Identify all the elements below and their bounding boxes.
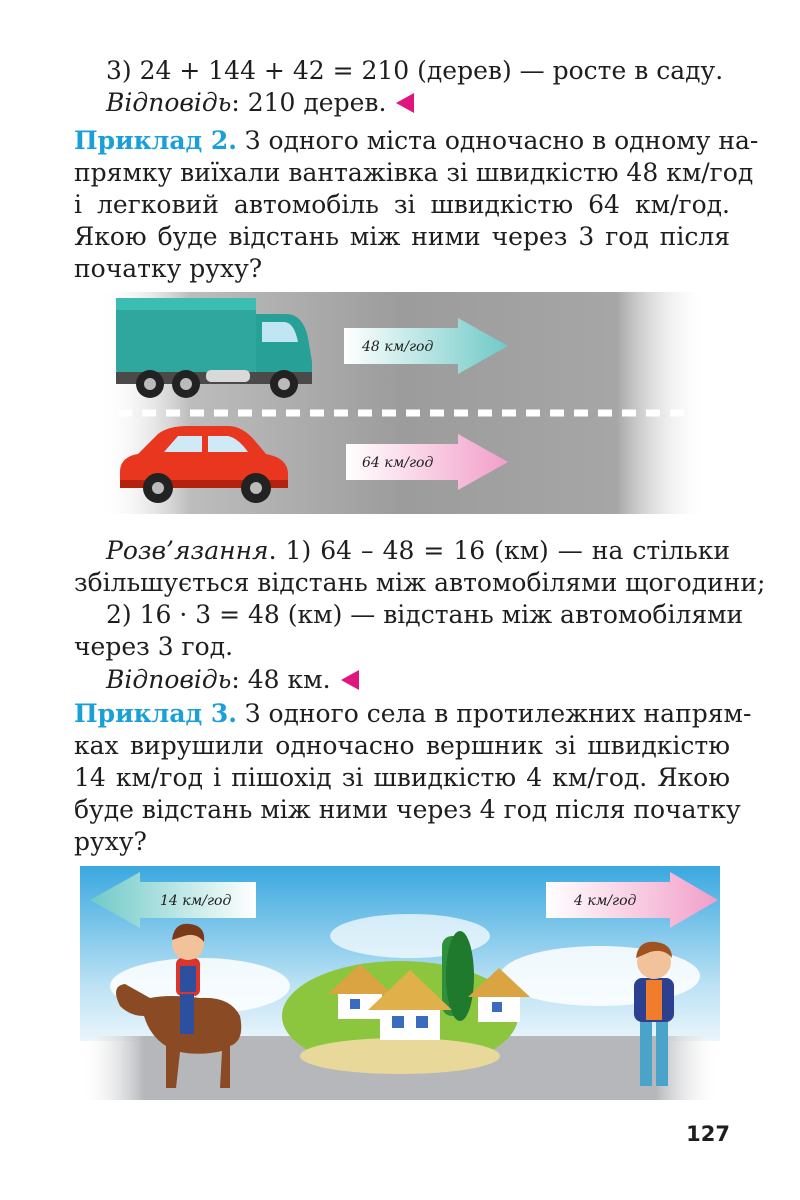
example-2-line-4: Якою буде відстань між ними через 3 год після	[74, 222, 730, 251]
road-vehicles-illustration	[98, 292, 708, 514]
rider-speed-label: 14 км/год	[160, 893, 232, 909]
example-2-line-2: прямку виїхали вантажівка зі швидкістю 48 км/год	[74, 158, 754, 187]
example-3-line-3: 14 км/год і пішохід зі швидкістю 4 км/год. Якою	[74, 763, 730, 792]
solution-line-4: через 3 год.	[74, 632, 234, 661]
solution-line-2: збільшується відстань між автомобілями щогодини;	[74, 568, 766, 597]
walker-speed-label: 4 км/год	[574, 893, 637, 909]
example-3-line-4: буде відстань між ними через 4 год після початку	[74, 795, 741, 824]
example-3-line-1: Приклад 3. З одного села в протилежних напрям-	[74, 699, 752, 728]
example-2-heading: Приклад 2.	[74, 126, 237, 155]
page-number: 127	[686, 1122, 730, 1146]
end-marker-icon	[396, 93, 414, 113]
answer-1: Відповідь: 210 дерев.	[106, 86, 730, 120]
truck-speed-label: 48 км/год	[362, 339, 434, 355]
village-travelers-illustration	[80, 866, 720, 1100]
solution-line-1: Розв’язання. 1) 64 – 48 = 16 (км) — на стільки	[106, 536, 730, 565]
solution-step-3: 3) 24 + 144 + 42 = 210 (дерев) — росте в саду.	[106, 56, 724, 85]
end-marker-icon	[341, 670, 359, 690]
example-3-line-5: руху?	[74, 827, 147, 856]
example-2-line-1: Приклад 2. З одного міста одночасно в одному на-	[74, 126, 759, 155]
answer-2: Відповідь: 48 км.	[106, 663, 730, 697]
solution-line-3: 2) 16 · 3 = 48 (км) — відстань між автомобілями	[106, 600, 744, 629]
example-2-line-5: початку руху?	[74, 254, 263, 283]
example-3-line-2: ках вирушили одночасно вершник зі швидкістю	[74, 731, 730, 760]
example-2-line-3: і легковий автомобіль зі швидкістю 64 км/год.	[74, 190, 730, 219]
car-speed-label: 64 км/год	[362, 455, 434, 471]
example-3-heading: Приклад 3.	[74, 699, 237, 728]
